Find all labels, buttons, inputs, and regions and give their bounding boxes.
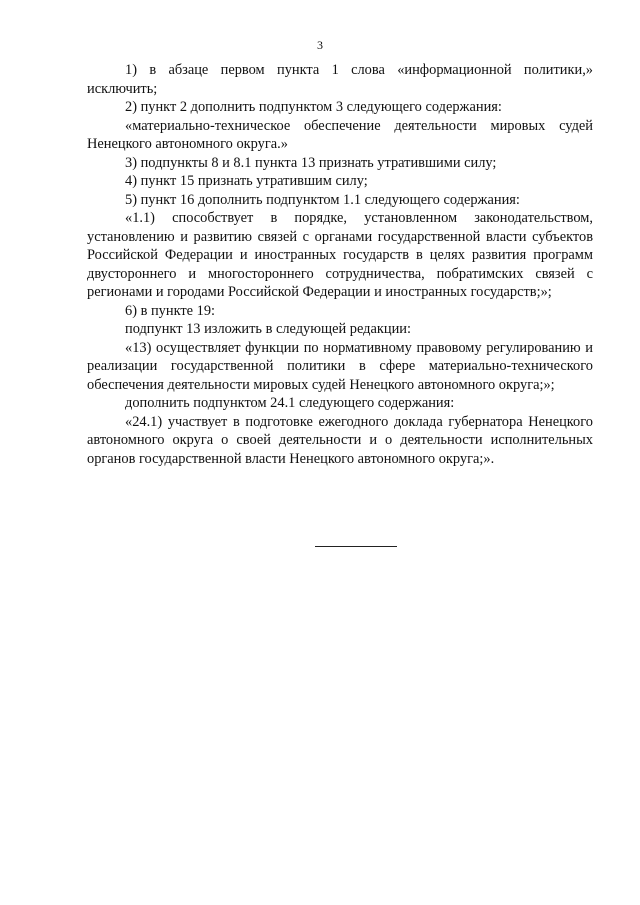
paragraph-item-6-sub24-1-content: «24.1) участвует в подготовке ежегодного доклада губернатора Ненецкого автономного округа о своей деятельности и о деятельности исполнительных органов государственной власти Ненецкого автономного округа;». bbox=[87, 413, 593, 467]
paragraph-item-3: 3) подпункты 8 и 8.1 пункта 13 признать утратившими силу; bbox=[125, 154, 497, 171]
paragraph-item-6-sub13-content: «13) осуществляет функции по нормативному правовому регулированию и реализации государственной политики в сфере материально-технического обеспечения деятельности мировых судей Ненецкого автономного округа;»; bbox=[87, 339, 593, 393]
paragraph-item-5-content: «1.1) способствует в порядке, установленном законодательством, установлению и развитию связей с органами государственной власти субъектов Российской Федерации и иностранных государств в целях развития программ двустороннего и многостороннего сотрудничества, побратимских связей с регионами и городами Российской Федерации и иностранных государств;»; bbox=[87, 210, 593, 300]
paragraph-item-6: 6) в пункте 19: bbox=[125, 302, 216, 319]
end-divider-line bbox=[315, 546, 397, 547]
paragraph-item-6-sub24-1: дополнить подпунктом 24.1 следующего содержания: bbox=[125, 395, 455, 411]
page-number: 3 bbox=[317, 38, 323, 52]
paragraph-item-5: 5) пункт 16 дополнить подпунктом 1.1 следующего содержания: bbox=[125, 191, 520, 208]
paragraph-item-1: 1) в абзаце первом пункта 1 слова «информационной политики,» исключить; bbox=[87, 62, 593, 97]
paragraph-item-4: 4) пункт 15 признать утратившим силу; bbox=[125, 173, 368, 189]
document-body bbox=[87, 61, 593, 468]
paragraph-item-2: 2) пункт 2 дополнить подпунктом 3 следующего содержания: bbox=[125, 99, 502, 115]
paragraph-item-2-content: «материально-техническое обеспечение деятельности мировых судей Ненецкого автономного округа.» bbox=[87, 117, 593, 152]
paragraph-item-6-sub13: подпункт 13 изложить в следующей редакции: bbox=[125, 321, 411, 337]
